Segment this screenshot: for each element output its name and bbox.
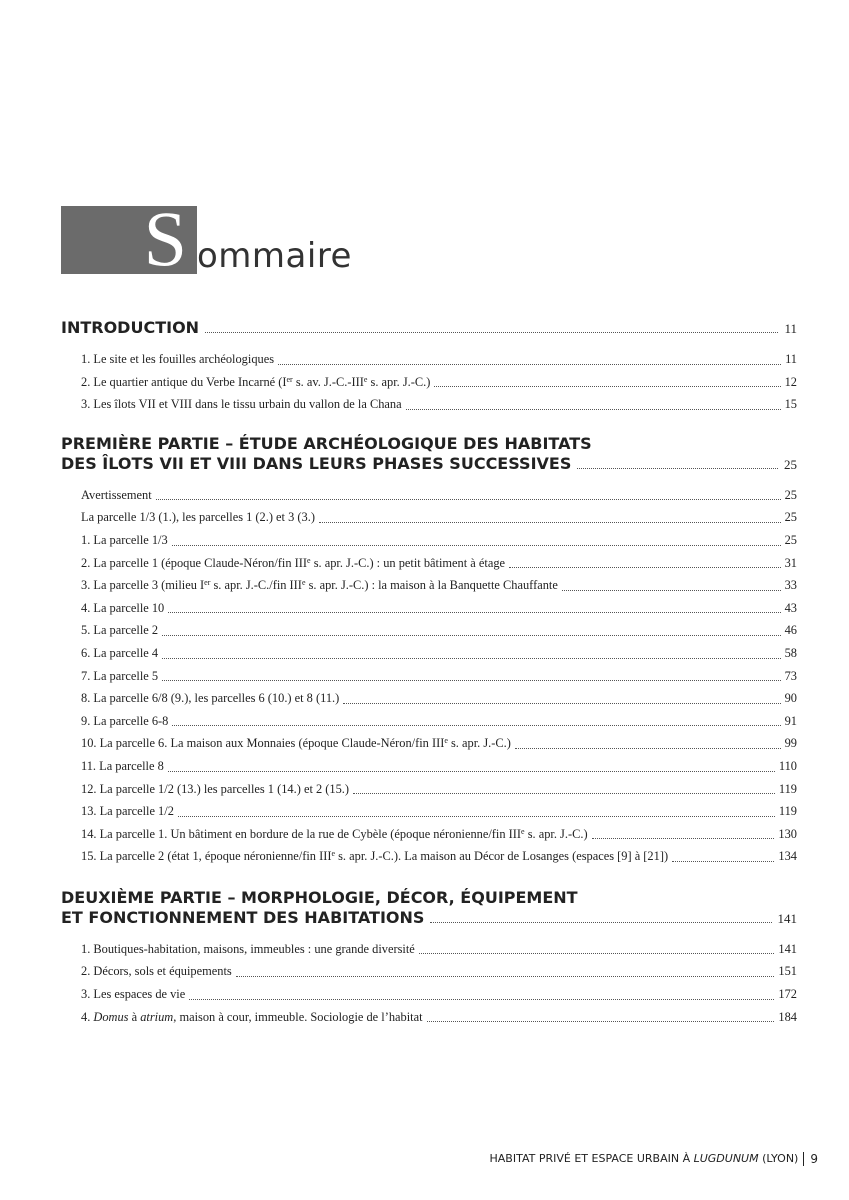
section-page: 11 bbox=[784, 321, 797, 336]
dot-leader bbox=[353, 792, 775, 794]
toc-entry[interactable] bbox=[81, 1006, 797, 1029]
dot-leader bbox=[278, 363, 781, 365]
entry-text: 6. La parcelle 4 bbox=[81, 645, 159, 660]
entry-page: 119 bbox=[778, 804, 797, 819]
entry-list bbox=[61, 348, 797, 416]
dot-leader bbox=[168, 770, 775, 772]
dot-leader bbox=[515, 747, 781, 749]
dot-leader bbox=[562, 589, 781, 591]
section-page: 25 bbox=[784, 456, 797, 472]
dot-leader bbox=[592, 837, 775, 839]
entry-page: 58 bbox=[784, 645, 797, 660]
section-page: 141 bbox=[777, 910, 797, 926]
entry-page: 25 bbox=[784, 510, 797, 525]
entry-text: 7. La parcelle 5 bbox=[81, 668, 159, 683]
entry-list bbox=[61, 938, 797, 1028]
entry-text: 2. La parcelle 1 (époque Claude-Néron/fin IIIe s. apr. J.-C.) : un petit bâtiment à étage bbox=[81, 555, 506, 570]
toc-entry[interactable] bbox=[81, 348, 797, 371]
entry-text: 2. Décors, sols et équipements bbox=[81, 964, 232, 979]
toc-entry[interactable] bbox=[81, 983, 797, 1006]
dot-leader bbox=[189, 998, 774, 1000]
entry-page: 11 bbox=[785, 352, 797, 366]
entry-text: 1. La parcelle 1/3 bbox=[81, 532, 168, 547]
entry-page: 110 bbox=[778, 758, 797, 773]
section-heading-text: INTRODUCTION bbox=[61, 318, 200, 337]
entry-text: 5. La parcelle 2 bbox=[81, 623, 159, 638]
running-footer bbox=[490, 1152, 818, 1166]
entry-page: 99 bbox=[784, 736, 797, 751]
dot-leader bbox=[162, 679, 781, 681]
entry-page: 15 bbox=[784, 397, 797, 412]
dot-leader bbox=[343, 702, 780, 704]
section-heading-text: ET FONCTIONNEMENT DES HABITATIONS bbox=[61, 907, 425, 927]
entry-text: 1. Le site et les fouilles archéologiques bbox=[81, 352, 275, 366]
entry-page: 130 bbox=[778, 826, 797, 841]
dot-leader bbox=[509, 566, 781, 568]
dot-leader bbox=[672, 860, 774, 862]
entry-text: 2. Le quartier antique du Verbe Incarné (Ier s. av. J.-C.-IIIe s. apr. J.-C.) bbox=[81, 374, 431, 389]
toc-entry[interactable] bbox=[81, 960, 797, 983]
toc-entry[interactable] bbox=[81, 597, 797, 620]
section-heading[interactable] bbox=[61, 454, 797, 474]
toc-entry[interactable] bbox=[81, 642, 797, 665]
entry-text: 13. La parcelle 1/2 bbox=[81, 804, 174, 819]
toc-entry[interactable] bbox=[81, 938, 797, 961]
entry-page: 141 bbox=[778, 941, 797, 956]
entry-page: 46 bbox=[784, 623, 797, 638]
entry-text: 9. La parcelle 6-8 bbox=[81, 713, 169, 728]
dot-leader bbox=[168, 611, 780, 613]
entry-text: 12. La parcelle 1/2 (13.) les parcelles 1 (14.) et 2 (15.) bbox=[81, 781, 350, 796]
entry-text: 4. La parcelle 10 bbox=[81, 600, 165, 615]
toc-entry[interactable] bbox=[81, 552, 797, 575]
toc-entry[interactable] bbox=[81, 732, 797, 755]
dot-leader bbox=[427, 1020, 775, 1022]
toc-entry[interactable] bbox=[81, 371, 797, 394]
entry-text: 1. Boutiques-habitation, maisons, immeubles : une grande diversité bbox=[81, 941, 415, 956]
entry-page: 25 bbox=[784, 532, 797, 547]
toc-entry[interactable] bbox=[81, 687, 797, 710]
dot-leader bbox=[430, 921, 771, 923]
toc-entry[interactable] bbox=[81, 755, 797, 778]
entry-text: 11. La parcelle 8 bbox=[81, 758, 164, 773]
title-initial: S bbox=[143, 195, 187, 282]
entry-page: 33 bbox=[784, 578, 797, 593]
entry-text: 8. La parcelle 6/8 (9.), les parcelles 6 (10.) et 8 (11.) bbox=[81, 691, 340, 706]
toc-entry[interactable] bbox=[81, 393, 797, 416]
entry-page: 184 bbox=[778, 1009, 797, 1024]
dot-leader bbox=[172, 544, 781, 546]
footer-title: HABITAT PRIVÉ ET ESPACE URBAIN À LUGDUNUM (LYON) bbox=[489, 1152, 799, 1165]
toc-entry[interactable] bbox=[81, 665, 797, 688]
dot-leader bbox=[205, 331, 778, 333]
dot-leader bbox=[419, 952, 775, 954]
entry-text: 4. Domus à atrium, maison à cour, immeuble. Sociologie de l’habitat bbox=[81, 1009, 423, 1024]
section-part-one bbox=[61, 434, 797, 868]
footer-separator bbox=[803, 1152, 804, 1166]
section-heading[interactable] bbox=[61, 318, 797, 338]
section-heading[interactable] bbox=[61, 908, 797, 928]
entry-page: 31 bbox=[784, 555, 797, 570]
dot-leader bbox=[434, 385, 780, 387]
entry-page: 43 bbox=[784, 600, 797, 615]
section-heading-line1: PREMIÈRE PARTIE – ÉTUDE ARCHÉOLOGIQUE DES HABITATS bbox=[61, 433, 592, 453]
section-heading-line1: DEUXIÈME PARTIE – MORPHOLOGIE, DÉCOR, ÉQUIPEMENT bbox=[61, 887, 578, 907]
dot-leader bbox=[172, 724, 780, 726]
entry-page: 134 bbox=[778, 849, 797, 864]
title-rest: ommaire bbox=[197, 236, 352, 276]
toc-entry[interactable] bbox=[81, 484, 797, 507]
toc-entry[interactable] bbox=[81, 529, 797, 552]
entry-page: 151 bbox=[778, 964, 797, 979]
section-introduction bbox=[61, 318, 797, 416]
dot-leader bbox=[319, 521, 781, 523]
dot-leader bbox=[162, 657, 781, 659]
table-of-contents bbox=[61, 318, 797, 1048]
entry-page: 172 bbox=[778, 987, 797, 1002]
entry-text: 3. La parcelle 3 (milieu Ier s. apr. J.-C./fin IIIe s. apr. J.-C.) : la maison à la Banquette Chauffante bbox=[81, 578, 558, 593]
dot-leader bbox=[178, 815, 775, 817]
toc-entry[interactable] bbox=[81, 845, 797, 868]
section-part-two bbox=[61, 888, 797, 1028]
entry-page: 12 bbox=[784, 374, 797, 389]
entry-text: 10. La parcelle 6. La maison aux Monnaies (époque Claude-Néron/fin IIIe s. apr. J.-C.) bbox=[81, 736, 511, 751]
entry-text: La parcelle 1/3 (1.), les parcelles 1 (2.) et 3 (3.) bbox=[81, 510, 315, 525]
toc-entry[interactable] bbox=[81, 823, 797, 846]
entry-page: 25 bbox=[784, 487, 797, 502]
dot-leader bbox=[162, 634, 781, 636]
title-initial-box bbox=[61, 195, 197, 282]
dot-leader bbox=[236, 975, 775, 977]
entry-page: 91 bbox=[784, 713, 797, 728]
toc-entry[interactable] bbox=[81, 800, 797, 823]
dot-leader bbox=[156, 498, 781, 500]
section-heading-text: DES ÎLOTS VII ET VIII DANS LEURS PHASES SUCCESSIVES bbox=[61, 453, 572, 473]
toc-entry[interactable] bbox=[81, 506, 797, 529]
page-number: 9 bbox=[810, 1152, 818, 1166]
dot-leader bbox=[577, 467, 778, 469]
entry-list bbox=[61, 484, 797, 868]
page-title bbox=[61, 195, 352, 282]
entry-text: 3. Les espaces de vie bbox=[81, 987, 186, 1002]
toc-entry[interactable] bbox=[81, 710, 797, 733]
entry-text: Avertissement bbox=[81, 487, 152, 502]
toc-entry[interactable] bbox=[81, 619, 797, 642]
toc-entry[interactable] bbox=[81, 574, 797, 597]
entry-page: 73 bbox=[784, 668, 797, 683]
entry-text: 14. La parcelle 1. Un bâtiment en bordure de la rue de Cybèle (époque néronienne/fin IIIe s. apr. J.-C.) bbox=[81, 826, 588, 841]
toc-entry[interactable] bbox=[81, 778, 797, 801]
entry-page: 119 bbox=[778, 781, 797, 796]
dot-leader bbox=[406, 408, 781, 410]
entry-text: 15. La parcelle 2 (état 1, époque néronienne/fin IIIe s. apr. J.-C.). La maison au Décor de Losanges (espaces [9] à [21]) bbox=[81, 849, 669, 864]
entry-page: 90 bbox=[784, 691, 797, 706]
entry-text: 3. Les îlots VII et VIII dans le tissu urbain du vallon de la Chana bbox=[81, 397, 402, 412]
